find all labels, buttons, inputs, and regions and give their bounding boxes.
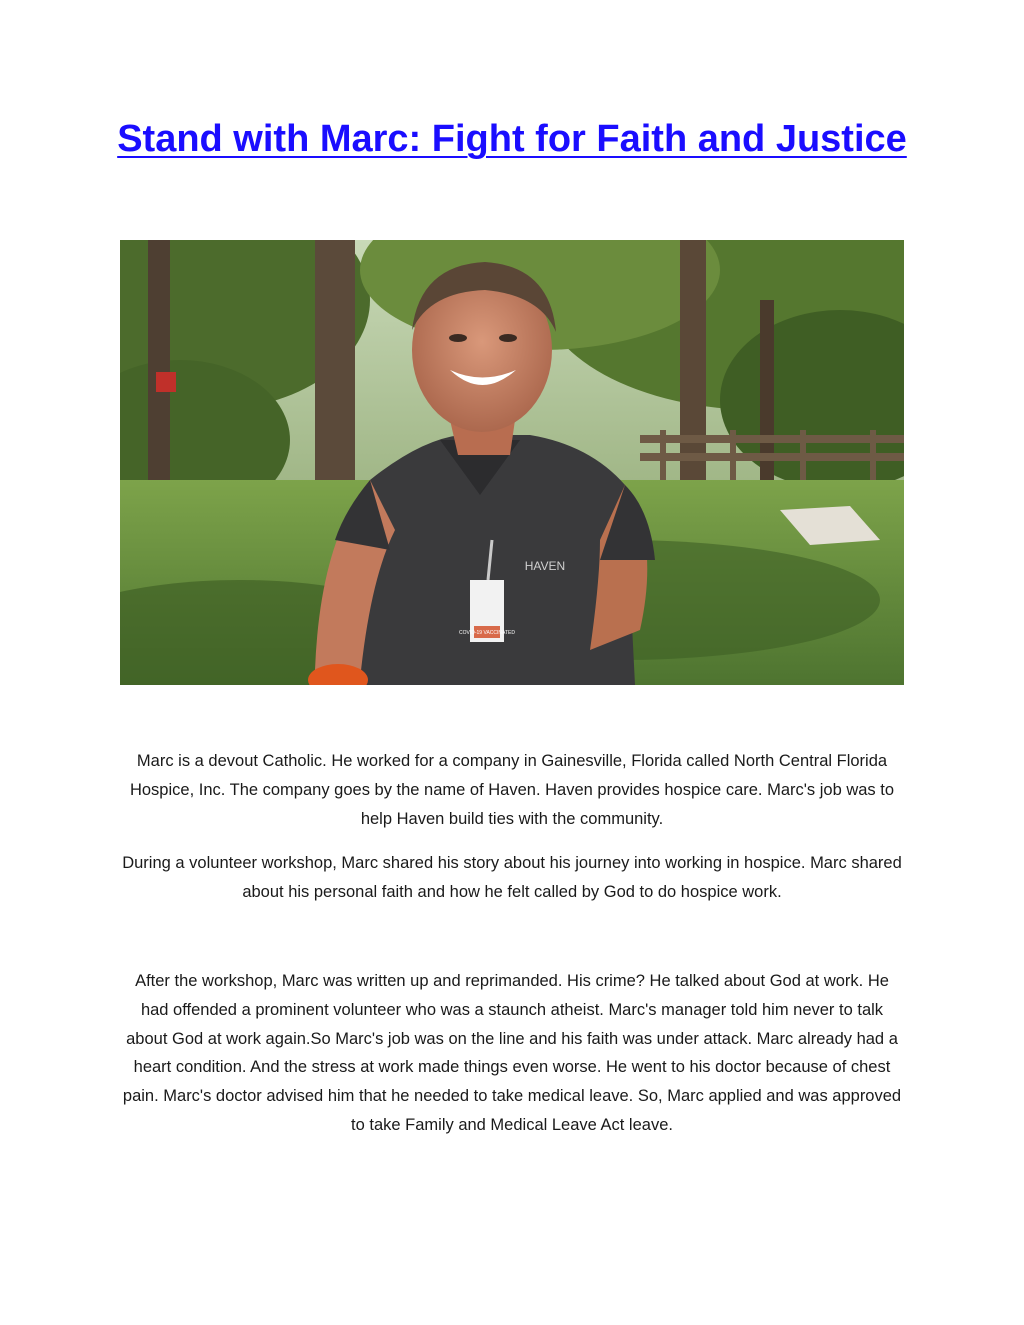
paragraph-3: After the workshop, Marc was written up and reprimanded. His crime? He talked about God at work. He had offended a prominent volunteer who was a staunch atheist. Marc's manager told him never to talk about God at work again.So Marc's job was on the line and his faith was under attack. Marc already had a heart condition. And the stress at work made things even worse. He went to his doctor because of chest pain. Marc's doctor advised him that he needed to take medical leave. So, Marc applied and was approved to take Family and Medical Leave Act leave. [122, 972, 902, 1134]
marc-photo [120, 240, 904, 685]
paragraph-2: During a volunteer workshop, Marc shared his story about his journey into working in hospice. Marc shared about his personal faith and how he felt called by God to do hospice work. [122, 854, 902, 901]
title-link[interactable]: Stand with Marc: Fight for Faith and Justice [117, 118, 907, 160]
page-title [0, 118, 1024, 161]
paragraph-1: Marc is a devout Catholic. He worked for a company in Gainesville, Florida called North Central Florida Hospice, Inc. The company goes by the name of Haven. Haven provides hospice care. Marc's job was to help Haven build ties with the community. [129, 752, 895, 828]
badge-text: COVID-19 VACCINATED [459, 630, 515, 636]
shirt-logo-text: HAVEN [524, 559, 566, 573]
